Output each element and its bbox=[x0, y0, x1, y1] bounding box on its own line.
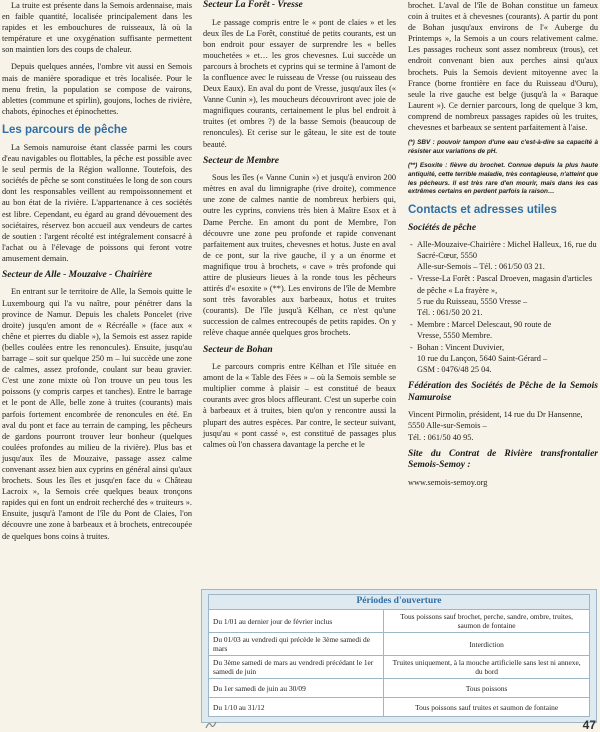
column-3 bbox=[408, 0, 598, 494]
table-header-row bbox=[209, 595, 590, 610]
heading-sector-alle: Secteur de Alle - Mouzaive - Chairière bbox=[2, 269, 153, 280]
page-number: 47 bbox=[582, 718, 596, 732]
column-1 bbox=[2, 0, 192, 548]
federation-phone: Tél. : 061/50 40 95. bbox=[408, 432, 474, 442]
list-item: - Vresse-La Forêt : Pascal Droeven, magasin d'articles de pêche « La frayère », 5 rue du Ruisseau, 5550 Vresse – Tél. : 061/50 20 21. bbox=[408, 273, 598, 317]
page-footer bbox=[0, 720, 600, 731]
paragraph-grayling: Depuis quelques années, l'ombre vit aussi en Semois mais de manière sporadique et très localisée. Pour le menu fretin, la population se compose de vairons, ablettes (commune et spirlin), goujons, loches de rivière, chabots, épinoches et épinochettes. bbox=[2, 62, 192, 116]
heading-federation: Fédération des Sociétés de Pêche de la Semois Namuroise bbox=[408, 381, 598, 403]
paragraph-sector-bohan: Le parcours compris entre Kélhan et l'île située en amont de la « Table des Fées » – où la Semois semble se multiplier comme à plaisir – est constitué de beaux courants avec gros blocs affleurant. C'est un superbe coin à barbeaux et à truites, bien qu'on y rencontre aussi la plupart des autres espèces. Par contre, le secteur suivant, jusqu'au « pont cassé », est constitué de passages plus calmes où l'on chassera davantage la perche et le bbox=[203, 362, 396, 449]
period-cell: Du 3ème samedi de mars au vendredi précédant le 1er samedi de juin bbox=[209, 656, 384, 679]
paragraph-sector-membre: Sous les îles (« Vanne Cunin ») et jusqu'à environ 200 mètres en aval du limnigraphe (rive droite), commence une zone de calmes nantie de nombreux herbiers qui, outre les cyprins, conviens très bien à Maître Esox et à Dame Perche. En amont du pont de Membre, l'on découvre une zone peu profonde et rapide convenant parfaitement aux truites, chevesnes et hotus. Juste en aval de ce pont, sur la rive gauche, il y a un énorme et magnifique trou à brochets, « cave » très profonde qui attire de plusieurs lieues à la ronde tous les pêcheurs attirés d'« esoxite » (**). Les environs de l'île de Membre sont très favorables aux barbeaux, hotus et truites (courants). De l'île jusqu'à Kélhan, ce n'est qu'une succession de calmes entrecoupés de petits rapides. On y relève chaque année quelques gros brochets. bbox=[203, 173, 396, 338]
heading-fishing-societies: Sociétés de pêche bbox=[408, 222, 477, 233]
table-row bbox=[209, 656, 590, 679]
opening-periods-table bbox=[208, 594, 590, 717]
paragraph-bohan-continued: brochet. L'aval de l'île de Bohan constitue un fameux coin à truites et à chevesnes (courants). A partir du pont de Bohan jusqu'aux environs de l'« Auberge du Printemps », la Semois a un cours relativement calme. Les passages rocheux sont assez nombreux (trous), cet endroit convenant bien aux perches ainsi qu'aux brochets. Puis la Semois devient mitoyenne avec la France (borne frontière en face du Ruisseau d'Ouru), seule la rive gauche est belge (jusqu'à la « Baraque Laurent »). Ce dernier parcours, long de quelque 3 km, comprend de nombreux passages rapides où les truites, chevesnes et barbeaux se sentent parfaitement à l'aise. bbox=[408, 1, 598, 133]
footnote-esoxite: (**) Esoxite : fièvre du brochet. Connue depuis la plus haute antiquité, cette terrible maladie, très contagieuse, n'atteint que les pêcheurs. Il est très rare d'en mourir, mais dans les cas extrêmes certains en perdent parfois la raison… bbox=[408, 162, 598, 196]
period-cell: Du 1/10 au 31/12 bbox=[209, 698, 384, 717]
period-cell: Du 01/03 au vendredi qui précède le 3ème samedi de mars bbox=[209, 633, 384, 656]
table-row bbox=[209, 633, 590, 656]
paragraph-sector-foret: Le passage compris entre le « pont de claies » et les deux îles de La Forêt, constitué de petits courants, est un bon endroit pour essayer de surprendre les « belles mouchetées » et… les gros chevesnes. Lui succède un parcours à brochets et cyprins qui se termine à l'amont de la confluence avec le ruisseau de Vresse (ou ruisseau des Deux Eaux). En aval du pont de Vresse, jusqu'aux îles (« Vanne Cunin »), les moucheurs découvriront avec joie de magnifiques courants, certainement le plus bel endroit à truites (et ombres ?) de la basse Semois (beaucoup de renoncules). Et cerise sur le gâteau, le site est de toute beauté. bbox=[203, 17, 396, 149]
rule-cell: Truites uniquement, à la mouche artificielle sans lest ni annexe, du bord bbox=[384, 656, 590, 679]
publisher-logo-icon bbox=[205, 721, 217, 729]
table-row bbox=[209, 610, 590, 633]
paragraph-sector-alle: En entrant sur le territoire de Alle, la Semois quitte le Luxembourg qui l'a vu naître, pour pénétrer dans la province de Namur. Depuis les chalets Poncelet (rive droite) jusqu'en amont de « Récréalle » (face aux « chêne et pierres du diable »), la Semois est assez rapide (belles coulées entre les renoncules). Ensuite, jusqu'au barrage – soit sur quelque 250 m – lui succède une zone de calmes, assez profonde, coulant sur beau gravier. C'est une zone mixte où l'on trouve un peu tous les poissons (y compris carpes et tanches). Entre le barrage et le pont de Alle, belle zone à truites (courants) mais parfois fortement encombrée de renoncules en été. En aval du pont et face au terrain de camping, les pêcheurs de gardons pourront trouver leur bonheur (quelques coulées profondes au milieu de la rivière). Plus bas et jusqu'aux îles de Mouzaive, passage assez calme convenant assez bien aux cyprins en général ainsi qu'aux brochets. Sous les îles et jusqu'en face du « Château Lacroix », la Semois crée quelques beaux tronçons rapides qui en font un endroit recherché des « truiteurs ». Ensuite, jusqu'à l'amont de l'île du Pont de Claies, l'on découvre une zone à barbeaux et à brochets, entrecoupée de quelques bons coins à truites. bbox=[2, 287, 192, 541]
rule-cell: Tous poissons sauf truites et saumon de fontaine bbox=[384, 698, 590, 717]
table-title: Périodes d'ouverture bbox=[209, 595, 590, 610]
paragraph-trout: La truite est présente dans la Semois ardennaise, mais en faible quantité, localisée principalement dans les rapides et les embouchures de ruisseaux, là où la température et une oxygénation suffisante permettent son maintien lors des coups de chaleur. bbox=[2, 1, 192, 55]
heading-river-contract: Site du Contrat de Rivière transfrontalier Semois-Semoy : bbox=[408, 448, 598, 471]
heading-sector-membre: Secteur de Membre bbox=[203, 155, 279, 166]
period-cell: Du 1/01 au dernier jour de février inclus bbox=[209, 610, 384, 633]
column-2 bbox=[203, 0, 396, 456]
heading-sector-bohan: Secteur de Bohan bbox=[203, 344, 273, 355]
list-item: - Membre : Marcel Delescaut, 90 route de Vresse, 5550 Membre. bbox=[408, 319, 598, 341]
table-row bbox=[209, 679, 590, 698]
opening-periods-box bbox=[201, 589, 597, 723]
rule-cell: Tous poissons sauf brochet, perche, sandre, ombre, truites, saumon de fontaine bbox=[384, 610, 590, 633]
rule-cell: Interdiction bbox=[384, 633, 590, 656]
period-cell: Du 1er samedi de juin au 30/09 bbox=[209, 679, 384, 698]
heading-contacts: Contacts et adresses utiles bbox=[408, 203, 557, 216]
list-item: - Alle-Mouzaive-Chairière : Michel Halleux, 16, rue du Sacré-Cœur, 5550 Alle-sur-Semois – Tél. : 061/50 03 21. bbox=[408, 239, 598, 272]
website-link[interactable]: www.semois-semoy.org bbox=[408, 477, 488, 487]
paragraph-fishing-routes: La Semois namuroise étant classée parmi les cours d'eau navigables ou flottables, la pêche est possible avec le seul permis de la Région wallonne. Toutefois, des sociétés de pêche se sont constituées le long de son cours dont les responsables veillent au rempoissonnement et au bon état de la rivière. L'appartenance à ces sociétés est libre. Cependant, eu égard au grand dévouement des sociétaires, réservez bon accueil aux vendeurs de cartes de soutien : l'argent récolté est intégralement consacré à l'achat ou à l'élevage de poissons qui feront votre amusement demain. bbox=[2, 142, 192, 263]
table-row bbox=[209, 698, 590, 717]
rule-cell: Tous poissons bbox=[384, 679, 590, 698]
heading-sector-foret: Secteur La Forêt - Vresse bbox=[203, 0, 303, 10]
heading-fishing-routes: Les parcours de pêche bbox=[2, 123, 128, 136]
footnote-sbv: (*) SBV : pouvoir tampon d'une eau c'est-à-dire sa capacité à résister aux variations de pH. bbox=[408, 139, 598, 155]
list-item: - Bohan : Vincent Duvivier, 10 rue du Lançon, 5640 Saint-Gérard – GSM : 0476/48 25 04. bbox=[408, 342, 598, 375]
federation-address: Vincent Pirmolin, président, 14 rue du Dr Hansenne, 5550 Alle-sur-Semois – bbox=[408, 410, 583, 431]
society-list bbox=[408, 239, 598, 375]
